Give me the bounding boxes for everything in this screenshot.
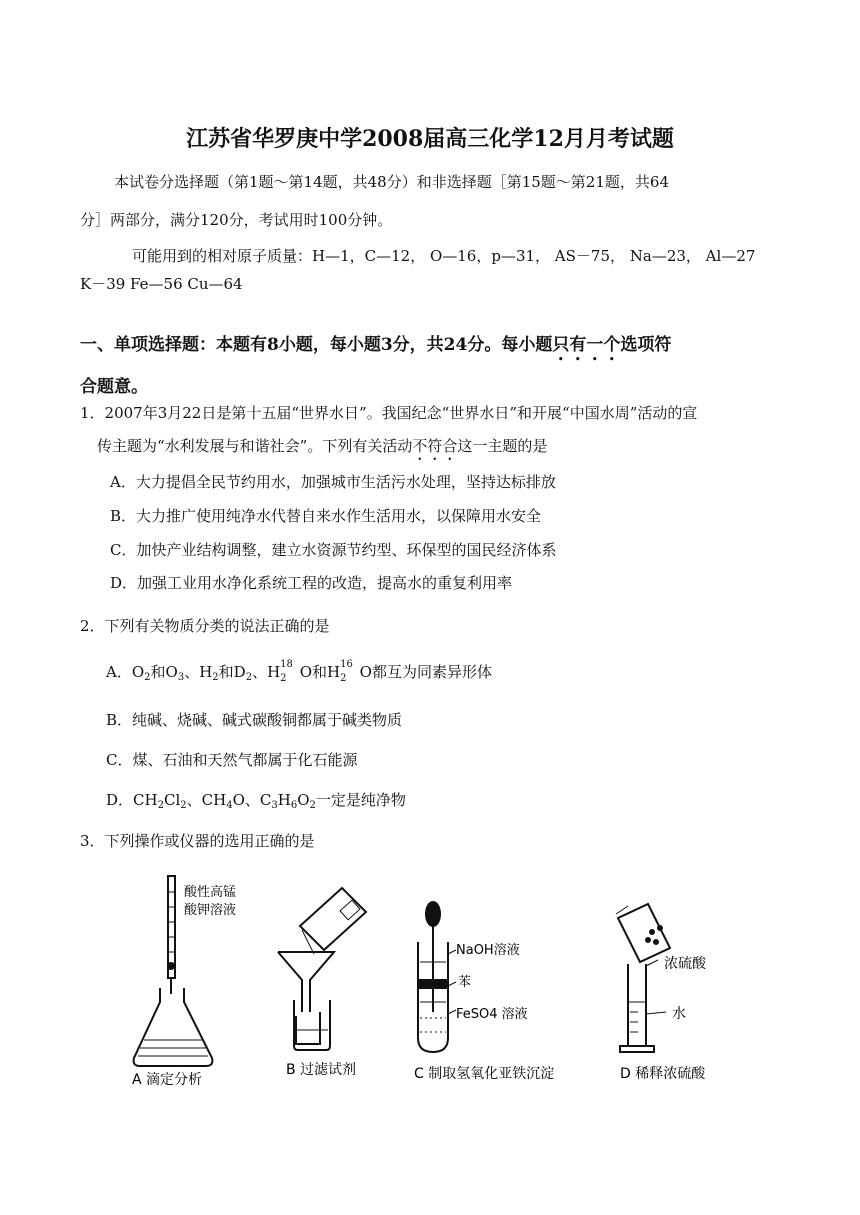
section-heading-line-2: 合题意。 <box>80 377 148 397</box>
iso-sub: 2 <box>340 673 347 684</box>
section-heading-text-b: 选项符 <box>620 335 672 355</box>
fig-c-naoh-label: NaOH溶液 <box>456 943 520 958</box>
test-tube-dropper-icon <box>418 902 456 1052</box>
q1-option-b: B．大力推广使用纯净水代替自来水作生活用水，以保障用水安全 <box>110 507 542 525</box>
section-heading-emphasis: 只有一个 <box>552 335 621 355</box>
q2d-text: Cl <box>163 791 181 809</box>
fig-d-caption: D 稀释浓硫酸 <box>620 1066 706 1082</box>
q2d-sub: 2 <box>180 800 187 811</box>
q2a-text: O和H <box>299 663 341 681</box>
q1-stem-line-2 <box>97 436 547 464</box>
q2-option-d <box>106 790 406 816</box>
q1-option-a: A．大力提倡全民节约用水，加强城市生活污水处理，坚持达标排放 <box>110 473 556 491</box>
atomic-mass-line-1: 可能用到的相对原子质量：H—1，C—12， O—16，p—31， AS－75， Na—23， Al—27 <box>132 247 756 265</box>
fig-c-benzene-label: 苯 <box>458 975 472 990</box>
q2a-sub: 2 <box>245 672 253 683</box>
q2d-text: 一定是纯净物 <box>315 791 406 809</box>
q2d-sub: 6 <box>290 800 298 811</box>
q2a-text: 、H <box>252 663 281 681</box>
q2d-sub: 4 <box>226 800 233 811</box>
fig-b-caption: B 过滤试剂 <box>286 1062 357 1078</box>
iso-mass: 16 <box>340 659 353 670</box>
intro-line-2: 分］两部分，满分120分，考试用时100分钟。 <box>80 211 393 229</box>
fig-c-caption: C 制取氢氧化亚铁沉淀 <box>414 1066 555 1082</box>
iso-mass: 18 <box>280 659 293 670</box>
q2a-sub: 2 <box>144 672 151 683</box>
measuring-cylinder-icon <box>616 904 670 1052</box>
filter-funnel-icon <box>278 888 366 1050</box>
q2d-sub: 2 <box>157 800 164 811</box>
q2a-text: 、H <box>184 663 213 681</box>
q2-stem: 2．下列有关物质分类的说法正确的是 <box>80 617 330 635</box>
page-title: 江苏省华罗庚中学2008届高三化学12月月考试题 <box>186 126 674 152</box>
q2a-sub: 3 <box>177 672 185 683</box>
q1-stem-text-b: 这一主题的是 <box>457 437 548 455</box>
q2d-sub: 2 <box>309 800 316 811</box>
q2-option-b: B．纯碱、烧碱、碱式碳酸铜都属于碱类物质 <box>106 711 403 729</box>
q2a-text: O都互为同素异形体 <box>359 663 492 681</box>
isotope-18 <box>280 659 293 684</box>
q1-stem-text-a: 传主题为“水利发展与和谐社会”。下列有关活动 <box>97 437 413 455</box>
q2d-sub: 3 <box>271 800 278 811</box>
fig-c-feso4-label: FeSO4 溶液 <box>456 1007 528 1022</box>
q3-stem: 3．下列操作或仪器的选用正确的是 <box>80 832 315 850</box>
fig-a-label-2: 酸钾溶液 <box>184 903 237 918</box>
q2d-text: O、C <box>232 791 272 809</box>
q2d-text: H <box>277 791 291 809</box>
fig-a-caption: A 滴定分析 <box>132 1072 203 1088</box>
isotope-16 <box>340 659 353 684</box>
q2d-text: O <box>297 791 310 809</box>
q1-stem-line-1: 1．2007年3月22日是第十五届“世界水日”。我国纪念“世界水日”和开展“中国水周”活动的宣 <box>80 404 698 422</box>
section-heading-text-a: 一、单项选择题：本题有8小题，每小题3分，共24分。每小题 <box>80 335 553 355</box>
q2a-text: A．O <box>106 663 145 681</box>
q2-option-c: C．煤、石油和天然气都属于化石能源 <box>106 751 358 769</box>
q1-option-d: D．加强工业用水净化系统工程的改造，提高水的重复利用率 <box>110 574 513 592</box>
q2d-text: 、CH <box>186 791 227 809</box>
fig-d-acid-label: 浓硫酸 <box>664 956 706 972</box>
intro-line-1: 本试卷分选择题（第1题～第14题，共48分）和非选择题［第15题～第21题，共64 <box>114 173 669 191</box>
q2a-sub: 2 <box>212 672 219 683</box>
q1-stem-emphasis: 不符合 <box>412 437 458 455</box>
fig-a-label-1: 酸性高锰 <box>184 885 237 900</box>
q2a-text: 和O <box>150 663 178 681</box>
iso-sub: 2 <box>280 673 287 684</box>
q1-option-c: C．加快产业结构调整，建立水资源节约型、环保型的国民经济体系 <box>110 541 557 559</box>
section-heading <box>80 330 671 365</box>
q3-apparatus-figure <box>120 862 740 1092</box>
q2d-text: D．CH <box>106 791 158 809</box>
fig-d-water-label: 水 <box>672 1006 686 1022</box>
atomic-mass-line-2: K－39 Fe—56 Cu—64 <box>80 275 243 293</box>
q2-option-a <box>106 659 492 688</box>
q2a-text: 和D <box>218 663 246 681</box>
